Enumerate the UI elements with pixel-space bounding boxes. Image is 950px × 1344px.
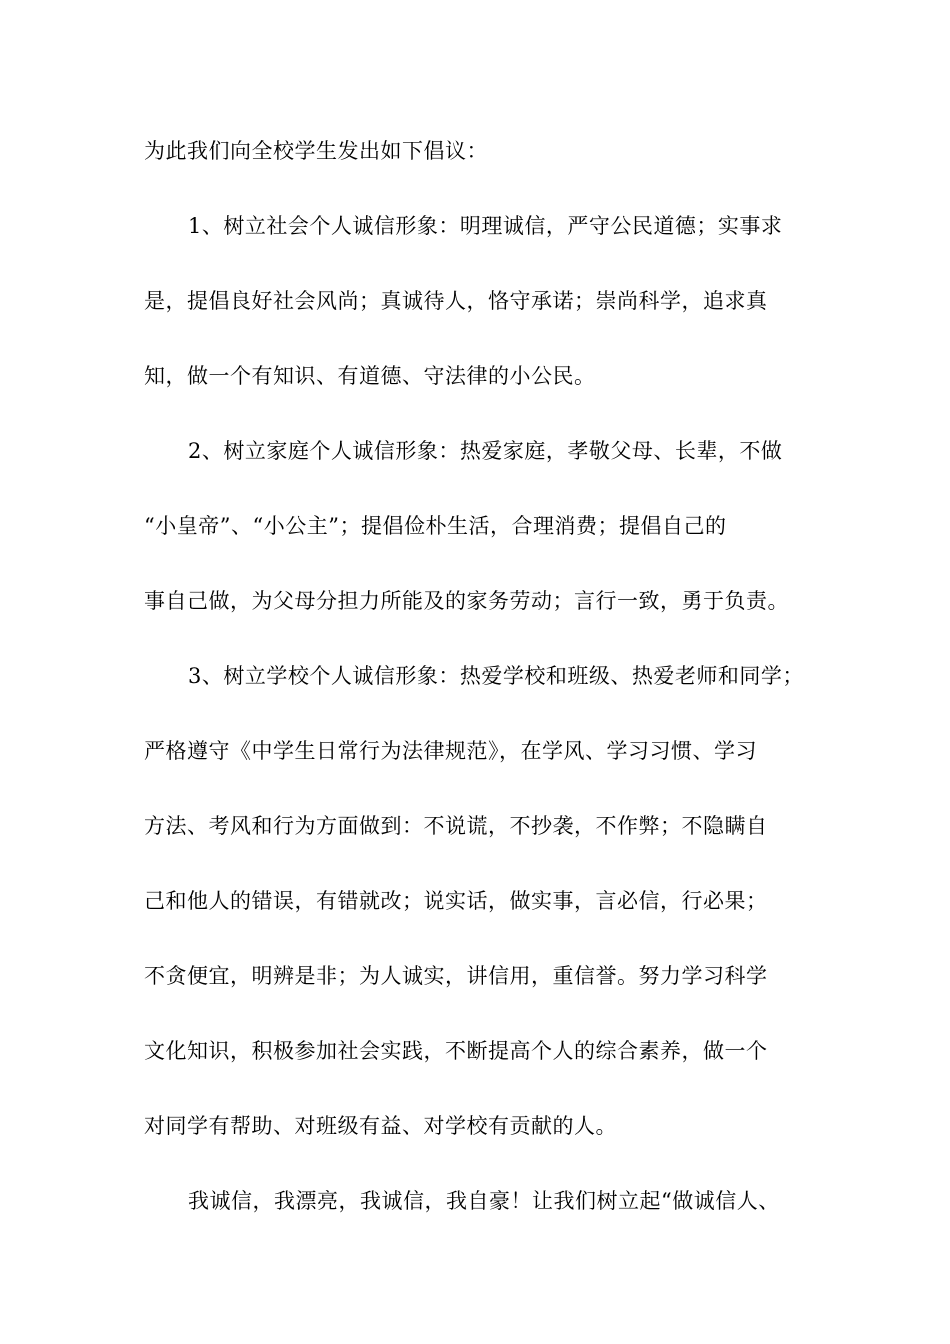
item-1-line-1: 1、树立社会个人诚信形象：明理诚信，严守公民道德；实事求 — [188, 214, 783, 238]
item-3-line-7: 对同学有帮助、对班级有益、对学校有贡献的人。 — [144, 1114, 617, 1138]
item-3-line-2: 严格遵守《中学生日常行为法律规范》，在学风、学习习惯、学习 — [144, 739, 757, 763]
item-2-line-2: “小皇帝”、“小公主”；提倡俭朴生活，合理消费；提倡自己的 — [144, 514, 727, 538]
item-3-line-1: 3、树立学校个人诚信形象：热爱学校和班级、热爱老师和同学； — [188, 664, 804, 688]
closing-line: 我诚信，我漂亮，我诚信，我自豪！让我们树立起“做诚信人、 — [188, 1189, 780, 1213]
item-3-line-5: 不贪便宜，明辨是非；为人诚实，讲信用，重信誉。努力学习科学 — [144, 964, 768, 988]
item-1-line-2: 是，提倡良好社会风尚；真诚待人，恪守承诺；崇尚科学，追求真 — [144, 289, 768, 313]
item-3-line-6: 文化知识，积极参加社会实践，不断提高个人的综合素养，做一个 — [144, 1039, 768, 1063]
item-2-line-3: 事自己做，为父母分担力所能及的家务劳动；言行一致，勇于负责。 — [144, 589, 789, 613]
item-3-line-3: 方法、考风和行为方面做到：不说谎，不抄袭，不作弊；不隐瞒自 — [144, 814, 768, 838]
item-3-line-4: 己和他人的错误，有错就改；说实话，做实事，言必信，行必果； — [144, 889, 768, 913]
item-1-line-3: 知，做一个有知识、有道德、守法律的小公民。 — [144, 364, 596, 388]
intro-line: 为此我们向全校学生发出如下倡议： — [144, 139, 488, 163]
item-2-line-1: 2、树立家庭个人诚信形象：热爱家庭，孝敬父母、长辈，不做 — [188, 439, 783, 463]
